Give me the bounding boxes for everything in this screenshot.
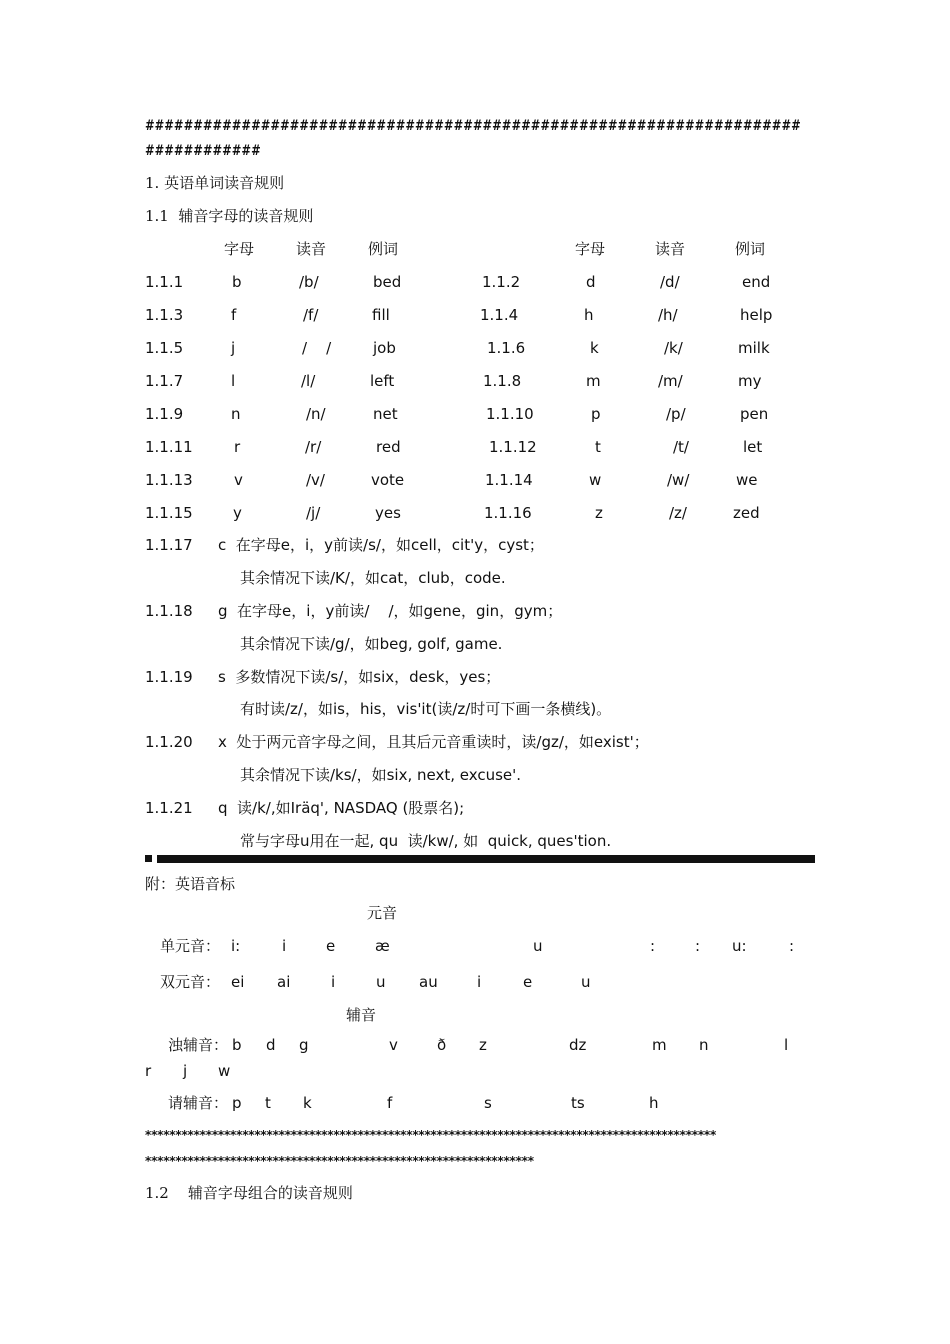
- row-letter-left: r: [234, 438, 241, 456]
- diphthong-label: 双元音：: [160, 973, 221, 991]
- rule-id: 1.1.21: [145, 799, 193, 817]
- row-sound-right: /z/: [669, 504, 687, 522]
- row-word-right: help: [740, 306, 773, 324]
- row-word-right: zed: [733, 504, 760, 522]
- row-letter-right: t: [595, 438, 601, 456]
- row-word-right: let: [743, 438, 763, 456]
- phonetic-symbol: ð: [437, 1036, 447, 1054]
- phonetic-symbol: n: [699, 1036, 709, 1054]
- row-sound-left: /j/: [306, 504, 321, 522]
- phonetic-symbol: i:: [231, 937, 241, 955]
- row-id-left: 1.1.13: [145, 471, 193, 489]
- row-sound-right: /w/: [667, 471, 690, 489]
- rule-line: q 读/k/,如Iräq', NASDAQ (股票名);: [218, 799, 465, 817]
- phonetic-symbol: h: [649, 1094, 659, 1112]
- hash-divider-line-1: ####################################################################: [145, 118, 801, 134]
- row-word-left: yes: [375, 504, 401, 522]
- header-letter-right: 字母: [575, 240, 606, 258]
- rule-line: 有时读/z/，如is，his，vis'it(读/z/时可下画一条横线)。: [240, 700, 612, 718]
- row-id-right: 1.1.14: [485, 471, 533, 489]
- phonetic-symbol: d: [266, 1036, 276, 1054]
- row-word-left: job: [373, 339, 396, 357]
- row-word-right: my: [738, 372, 762, 390]
- square-bullet-icon: [145, 855, 152, 862]
- row-sound-left: /n/: [306, 405, 326, 423]
- phonetic-symbol: e: [523, 973, 533, 991]
- phonetic-symbol: u: [533, 937, 543, 955]
- row-id-right: 1.1.4: [480, 306, 519, 324]
- row-word-right: end: [742, 273, 771, 291]
- phonetic-symbol: z: [479, 1036, 487, 1054]
- row-id-right: 1.1.12: [489, 438, 537, 456]
- phonetic-symbol: k: [303, 1094, 312, 1112]
- rule-line: c 在字母e，i，y前读/s/，如cell，cit'y，cyst；: [218, 536, 544, 554]
- section-title-1-2: 1.2 辅音字母组合的读音规则: [145, 1184, 353, 1202]
- phonetic-symbol: w: [218, 1062, 231, 1080]
- phonetic-symbol: m: [652, 1036, 667, 1054]
- phonetic-symbol: i: [331, 973, 336, 991]
- rule-id: 1.1.17: [145, 536, 193, 554]
- rule-id: 1.1.20: [145, 733, 193, 751]
- voiceless-label: 请辅音：: [168, 1094, 229, 1112]
- header-sound-right: 读音: [655, 240, 686, 258]
- star-divider-line-2: ****************************************************************: [145, 1154, 534, 1168]
- row-letter-left: v: [234, 471, 243, 489]
- row-letter-right: z: [595, 504, 603, 522]
- row-id-right: 1.1.8: [483, 372, 522, 390]
- row-id-left: 1.1.3: [145, 306, 184, 324]
- row-sound-right: /m/: [658, 372, 683, 390]
- phonetic-symbol: :: [789, 937, 795, 955]
- row-sound-right: /k/: [664, 339, 683, 357]
- rule-line: g 在字母e，i，y前读/ /，如gene，gin，gym；: [218, 602, 563, 620]
- row-id-left: 1.1.5: [145, 339, 184, 357]
- phonetic-symbol: j: [183, 1062, 188, 1080]
- vowel-heading: 元音: [367, 904, 398, 922]
- phonetic-symbol: ai: [277, 973, 291, 991]
- row-word-left: fill: [372, 306, 390, 324]
- phonetic-symbol: ei: [231, 973, 245, 991]
- row-id-left: 1.1.7: [145, 372, 184, 390]
- row-sound-left: /f/: [303, 306, 319, 324]
- row-sound-left: /v/: [306, 471, 325, 489]
- row-sound-right: /d/: [660, 273, 680, 291]
- row-id-left: 1.1.11: [145, 438, 193, 456]
- row-word-left: red: [376, 438, 401, 456]
- row-sound-right: /h/: [658, 306, 678, 324]
- solid-divider-bar: [157, 855, 815, 863]
- rule-line: s 多数情况下读/s/，如six，desk，yes；: [218, 668, 501, 686]
- phonetic-symbol: r: [145, 1062, 152, 1080]
- phonetic-symbol: dz: [569, 1036, 587, 1054]
- phonetic-symbol: :: [695, 937, 701, 955]
- row-word-left: bed: [373, 273, 402, 291]
- phonetic-symbol: v: [389, 1036, 398, 1054]
- section-title-1: 1. 英语单词读音规则: [145, 174, 285, 192]
- rule-line: 其余情况下读/ks/，如six, next, excuse'.: [240, 766, 522, 784]
- phonetic-symbol: æ: [375, 937, 390, 955]
- header-example-right: 例词: [735, 240, 766, 258]
- row-letter-right: k: [590, 339, 599, 357]
- row-sound-left: /b/: [299, 273, 319, 291]
- consonant-heading: 辅音: [346, 1006, 377, 1024]
- row-letter-left: y: [233, 504, 242, 522]
- row-sound-left: /r/: [305, 438, 322, 456]
- rule-line: 常与字母u用在一起, qu 读/kw/, 如 quick, ques'tion.: [240, 832, 612, 850]
- phonetic-symbol: u: [376, 973, 386, 991]
- row-id-right: 1.1.2: [482, 273, 521, 291]
- phonetic-symbol: au: [419, 973, 438, 991]
- phonetic-symbol: f: [387, 1094, 393, 1112]
- phonetic-symbol: u: [581, 973, 591, 991]
- phonetic-symbol: b: [232, 1036, 242, 1054]
- row-letter-left: n: [231, 405, 241, 423]
- square-divider: [145, 854, 815, 864]
- row-sound-left: / /: [302, 339, 332, 357]
- row-letter-right: m: [586, 372, 601, 390]
- row-sound-right: /p/: [666, 405, 686, 423]
- phonetic-symbol: l: [784, 1036, 789, 1054]
- row-letter-right: w: [589, 471, 602, 489]
- row-id-left: 1.1.1: [145, 273, 184, 291]
- row-letter-right: h: [584, 306, 594, 324]
- rule-line: 其余情况下读/K/，如cat，club，code.: [240, 569, 506, 587]
- phonetic-symbol: g: [299, 1036, 309, 1054]
- rule-id: 1.1.18: [145, 602, 193, 620]
- row-letter-left: j: [231, 339, 236, 357]
- row-word-right: we: [736, 471, 758, 489]
- rule-line: 其余情况下读/g/，如beg, golf, game.: [240, 635, 503, 653]
- phonetic-symbol: ts: [571, 1094, 585, 1112]
- phonetic-symbol: i: [282, 937, 287, 955]
- row-id-right: 1.1.16: [484, 504, 532, 522]
- section-title-1-1: 1.1 辅音字母的读音规则: [145, 207, 314, 225]
- rule-id: 1.1.19: [145, 668, 193, 686]
- phonetic-symbol: :: [650, 937, 656, 955]
- row-word-right: milk: [738, 339, 770, 357]
- phonetic-symbol: i: [477, 973, 482, 991]
- monophthong-label: 单元音：: [160, 937, 221, 955]
- row-id-left: 1.1.9: [145, 405, 184, 423]
- row-id-right: 1.1.6: [487, 339, 526, 357]
- phonetic-symbol: p: [232, 1094, 242, 1112]
- header-sound-left: 读音: [296, 240, 327, 258]
- row-word-left: left: [370, 372, 395, 390]
- appendix-title: 附：英语音标: [145, 875, 236, 893]
- row-word-left: vote: [371, 471, 405, 489]
- header-example-left: 例词: [368, 240, 399, 258]
- row-letter-right: d: [586, 273, 596, 291]
- row-word-right: pen: [740, 405, 769, 423]
- row-sound-left: /l/: [301, 372, 316, 390]
- phonetic-symbol: e: [326, 937, 336, 955]
- phonetic-symbol: t: [265, 1094, 271, 1112]
- row-sound-right: /t/: [673, 438, 689, 456]
- rule-line: x 处于两元音字母之间，且其后元音重读时，读/gz/，如exist'；: [218, 733, 649, 751]
- star-divider-line-1: **********************************************************************************************: [145, 1128, 717, 1142]
- phonetic-symbol: u:: [732, 937, 747, 955]
- row-letter-left: l: [231, 372, 236, 390]
- row-id-right: 1.1.10: [486, 405, 534, 423]
- voiced-label: 浊辅音：: [168, 1036, 229, 1054]
- row-letter-left: f: [231, 306, 237, 324]
- row-id-left: 1.1.15: [145, 504, 193, 522]
- row-letter-right: p: [591, 405, 601, 423]
- row-letter-left: b: [232, 273, 242, 291]
- header-letter-left: 字母: [224, 240, 255, 258]
- hash-divider-line-2: ############: [145, 143, 261, 159]
- phonetic-symbol: s: [484, 1094, 492, 1112]
- row-word-left: net: [373, 405, 398, 423]
